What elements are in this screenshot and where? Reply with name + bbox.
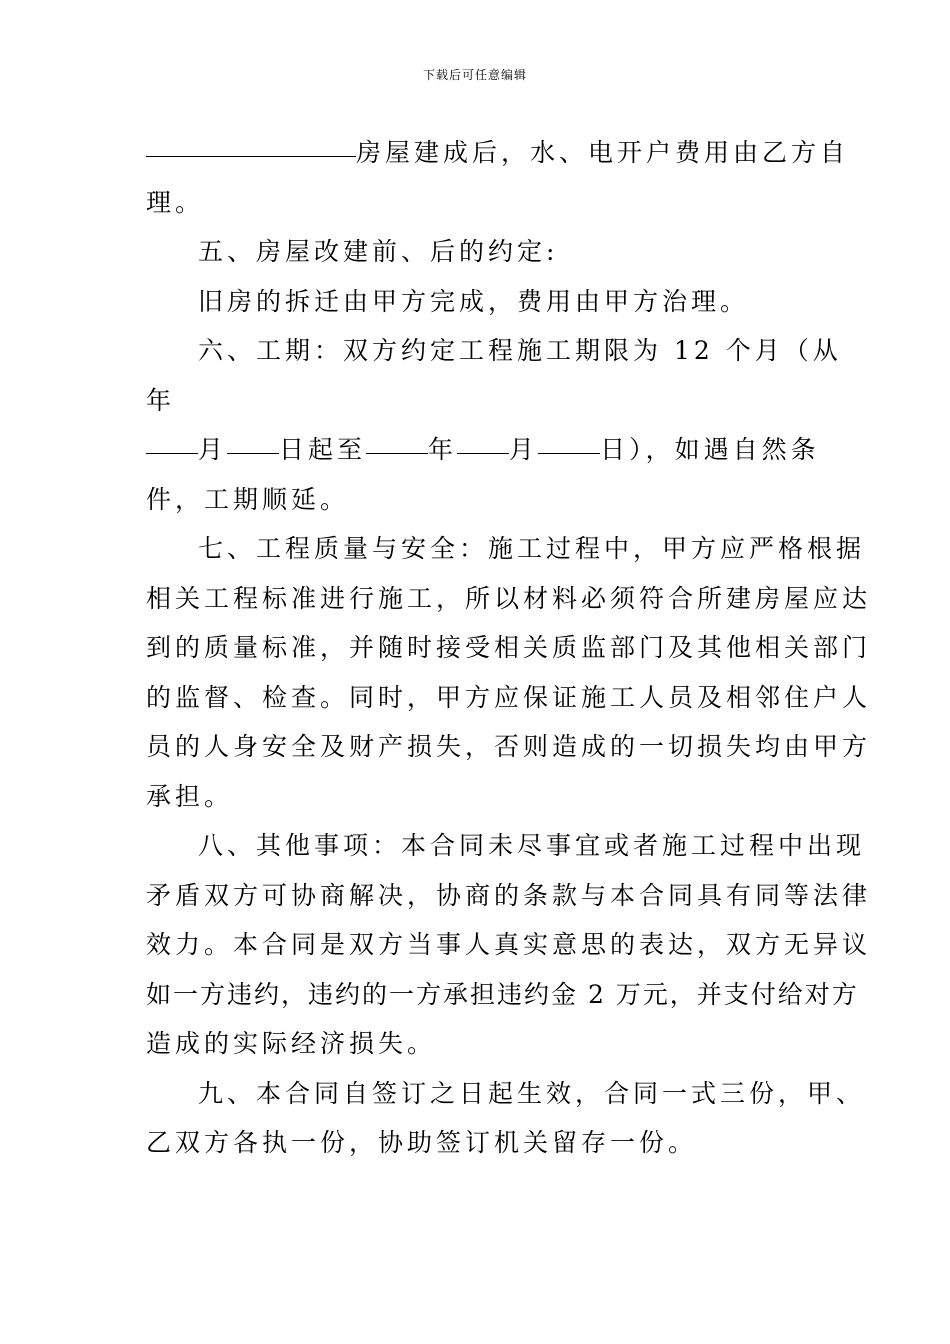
section-nine-line: 九、本合同自签订之日起生效，合同一式三份，甲、	[198, 1078, 866, 1108]
paragraph-line: 的监督、检查。同时，甲方应保证施工人员及相邻住户人	[146, 682, 872, 712]
fill-blank	[538, 452, 600, 454]
document-body	[146, 128, 872, 1168]
line-text: 月	[509, 435, 539, 464]
paragraph-line: 矛盾双方可协商解决，协商的条款与本合同具有同等法律	[146, 880, 872, 910]
line-text: 月	[198, 435, 228, 464]
section-five-heading: 五、房屋改建前、后的约定:	[198, 237, 559, 266]
line-text: 日起至	[279, 435, 367, 464]
section-six-line: 六、工期：双方约定工程施工期限为 12 个月（从	[198, 336, 842, 365]
paragraph-line: 承担。	[146, 781, 234, 811]
paragraph-line: 员的人身安全及财产损失，否则造成的一切损失均由甲方	[146, 732, 872, 761]
line-text: 年	[428, 435, 458, 464]
paragraph-line: 件，工期顺延。	[146, 484, 350, 514]
paragraph-line: 年	[146, 385, 176, 415]
section-eight-line: 八、其他事项：本合同未尽事宜或者施工过程中出现	[198, 831, 866, 860]
section-seven-line: 七、工程质量与安全：施工过程中，甲方应严格根据	[198, 534, 866, 563]
fill-blank	[146, 452, 198, 454]
paragraph-line	[146, 128, 850, 178]
fill-blank	[457, 452, 509, 454]
line-text: 房屋建成后，水、电开户费用由乙方自	[356, 138, 850, 167]
paragraph-line: 相关工程标准进行施工，所以材料必须符合所建房屋应达	[146, 583, 872, 613]
paragraph-line: 造成的实际经济损失。	[146, 1029, 437, 1058]
fill-blank	[146, 155, 356, 157]
paragraph-line: 如一方违约，违约的一方承担违约金 2 万元，并支付给对方	[146, 979, 859, 1009]
paragraph-line: 理。	[146, 187, 205, 217]
date-range-line	[146, 425, 820, 475]
paragraph-line: 到的质量标准，并随时接受相关质监部门及其他相关部门	[146, 633, 872, 662]
paragraph-line: 效力。本合同是双方当事人真实意思的表达，双方无异议	[146, 930, 872, 959]
fill-blank	[366, 452, 428, 454]
line-text: 日），如遇自然条	[600, 435, 820, 464]
fill-blank	[227, 452, 279, 454]
header-note: 下载后可任意编辑	[422, 68, 527, 82]
paragraph-line: 乙双方各执一份，协助签订机关留存一份。	[146, 1128, 698, 1157]
paragraph-line: 旧房的拆迁由甲方完成，费用由甲方治理。	[198, 286, 750, 316]
